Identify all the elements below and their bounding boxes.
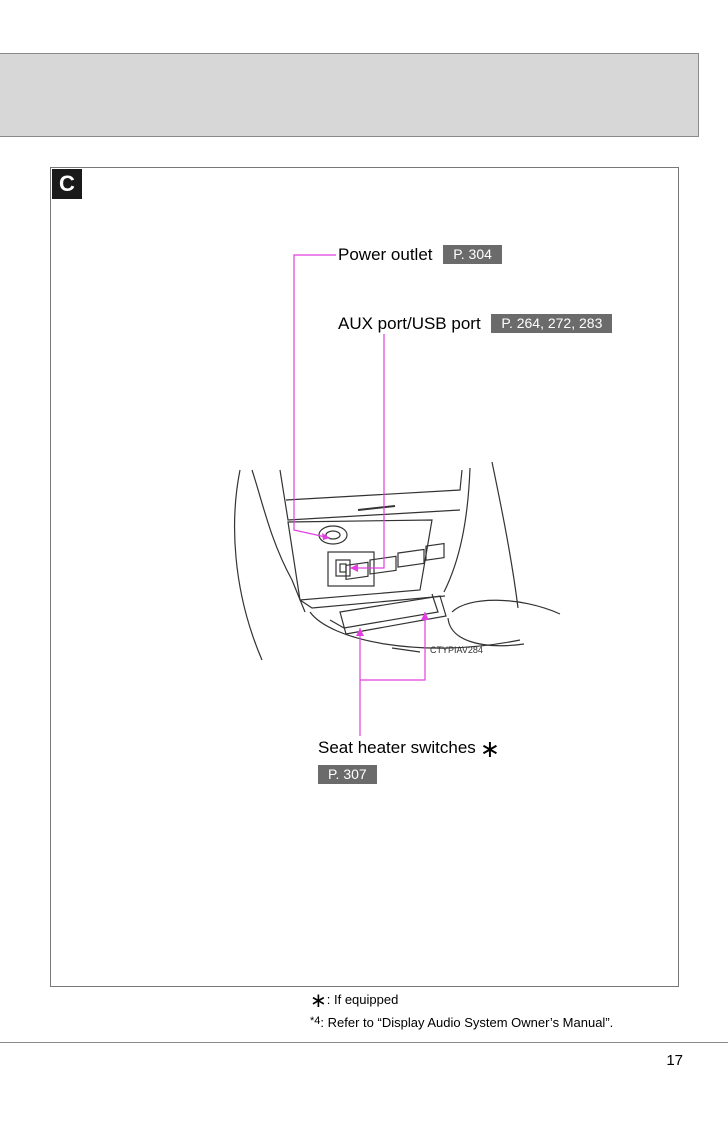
seat-heater-page-ref[interactable]: P. 307: [318, 765, 377, 784]
power-outlet-leader: [294, 255, 336, 538]
aux-usb-leader: [350, 334, 384, 568]
aux-usb-port: [328, 552, 374, 586]
seat-heater-callout: [318, 735, 500, 764]
aux-usb-page-ref[interactable]: P. 264, 272, 283: [491, 314, 612, 333]
left-panel-outline: [235, 470, 262, 660]
figure-code: CTYPIAV284: [430, 645, 483, 655]
asterisk-symbol: ∗: [310, 990, 327, 1012]
footnote-if-equipped-text: : If equipped: [326, 992, 399, 1007]
section-letter-badge: C: [52, 169, 82, 199]
seat-heater-ref-row: [318, 765, 377, 785]
seat-heater-label: Seat heater switches: [318, 738, 476, 757]
footnote-display-audio-text: : Refer to “Display Audio System Owner’s Manual”.: [320, 1015, 614, 1030]
footnote-if-equipped: [310, 990, 613, 1011]
page-number: 17: [666, 1052, 683, 1069]
footnote-4-symbol: *4: [310, 1015, 321, 1027]
seat-heater-leader-branch: [360, 612, 425, 680]
aux-usb-label: AUX port/USB port: [338, 314, 481, 333]
footnote-display-audio: [310, 1011, 613, 1033]
aux-usb-callout: [338, 314, 612, 334]
power-outlet-label: Power outlet: [338, 245, 433, 264]
seat-heater-panel: [340, 596, 446, 634]
footnotes: [310, 990, 613, 1033]
if-equipped-asterisk: ∗: [479, 736, 500, 763]
power-outlet-page-ref[interactable]: P. 304: [443, 245, 502, 264]
power-outlet-callout: [338, 245, 502, 265]
footer-rule: [0, 1042, 728, 1043]
